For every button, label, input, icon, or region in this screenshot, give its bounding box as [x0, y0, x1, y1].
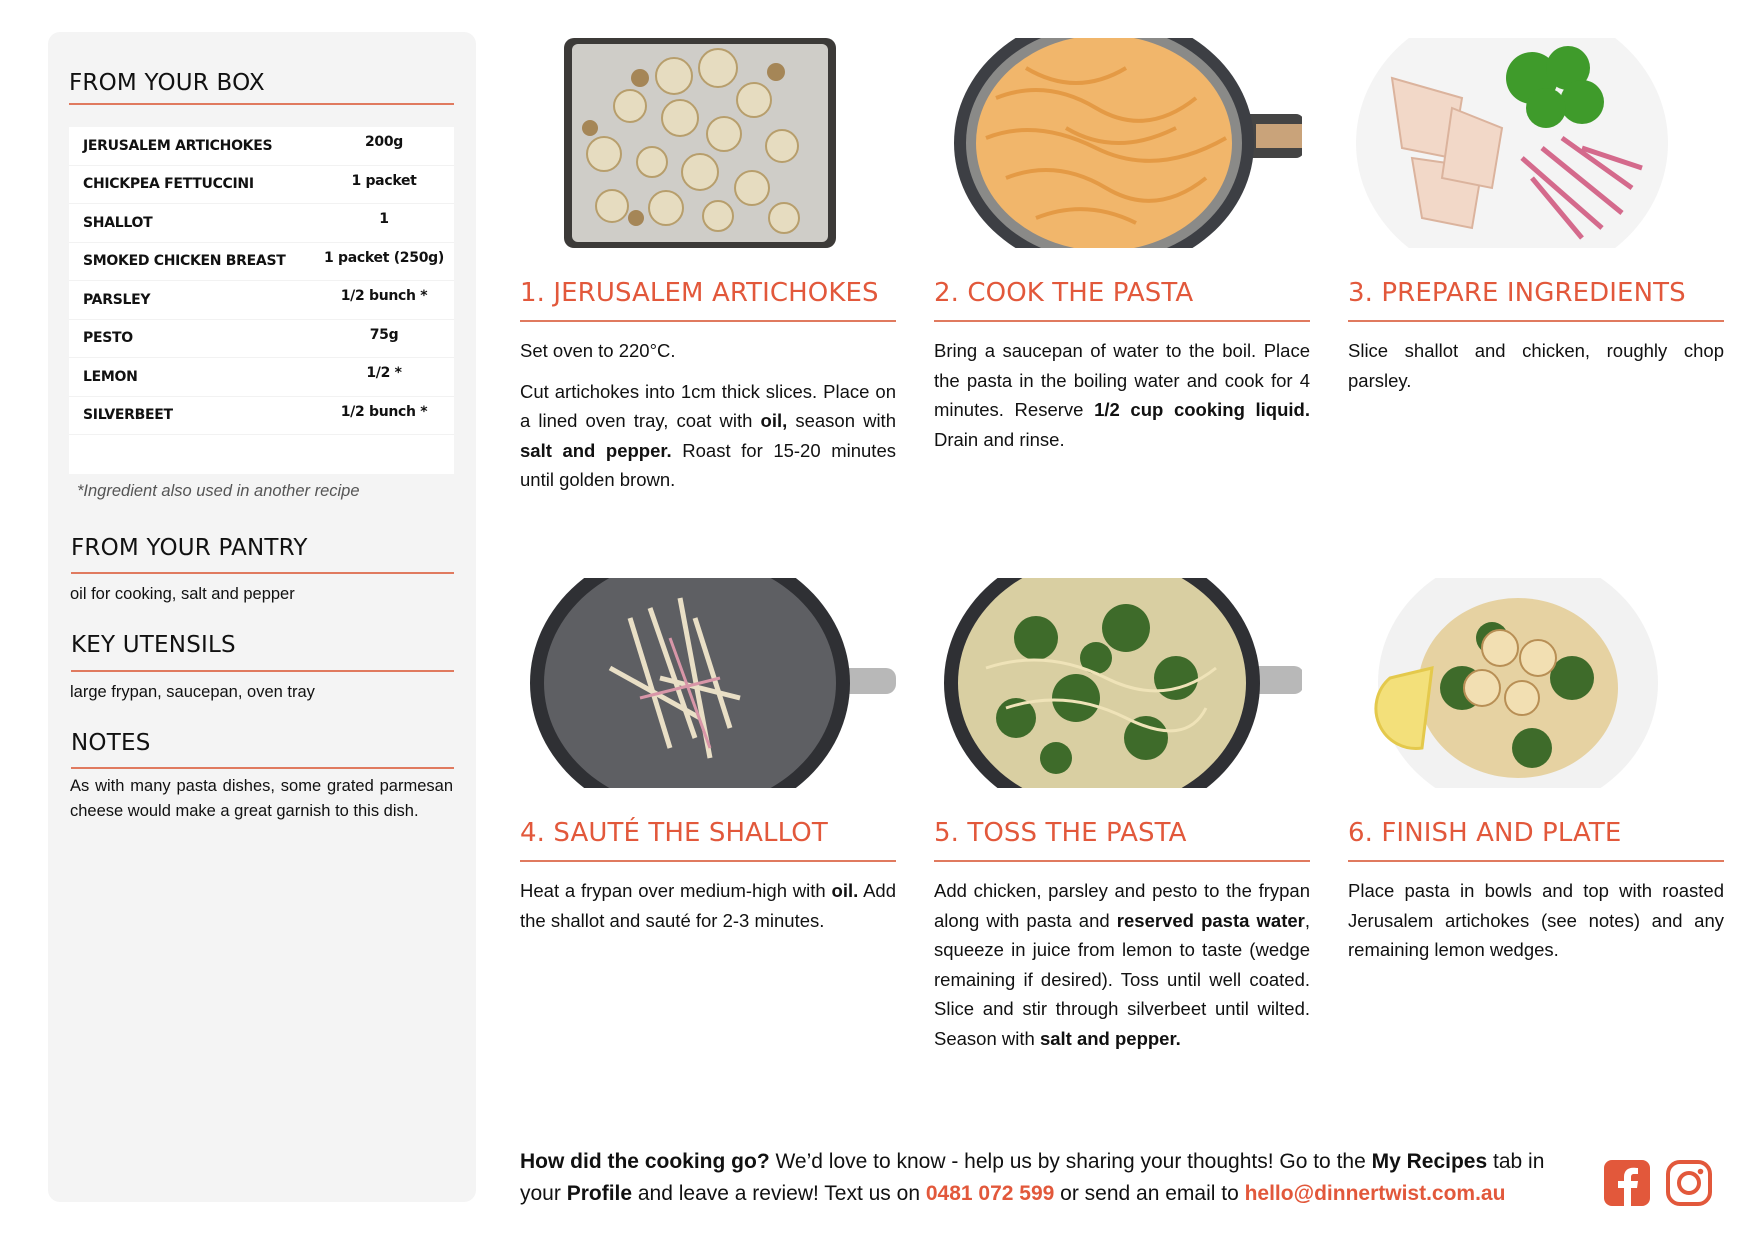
divider	[71, 670, 454, 672]
table-row	[69, 243, 454, 282]
phone-link[interactable]: 0481 072 599	[925, 1181, 1055, 1205]
shallot-frypan-image	[520, 578, 896, 788]
notes-text: As with many pasta dishes, some grated parmesan cheese would make a great garnish to this dish.	[70, 777, 453, 820]
table-row	[69, 127, 454, 166]
plated-dish-image	[1332, 578, 1708, 788]
ingredient-name: SHALLOT	[83, 214, 153, 231]
divider	[1348, 320, 1724, 322]
ingredient-name: LEMON	[83, 368, 138, 385]
tossed-pasta-image	[926, 578, 1302, 788]
pantry-text: oil for cooking, salt and pepper	[70, 585, 295, 603]
ingredient-qty: 1/2 bunch *	[340, 288, 428, 305]
step-3-text: Slice shallot and chicken, roughly chop parsley.	[1348, 340, 1724, 391]
artichoke-tray-image	[520, 38, 896, 248]
ingredient-qty: 1 packet (250g)	[324, 249, 444, 266]
step-1-text	[520, 336, 896, 506]
step-4-title: 4. SAUTÉ THE SHALLOT	[520, 818, 828, 848]
facebook-icon[interactable]	[1604, 1160, 1650, 1206]
divider	[934, 320, 1310, 322]
ingredient-name: PESTO	[83, 330, 133, 347]
utensils-text: large frypan, saucepan, oven tray	[70, 683, 315, 701]
table-row	[69, 397, 454, 436]
ingredients-sidebar	[48, 32, 476, 1202]
ingredient-name: CHICKPEA FETTUCCINI	[83, 176, 254, 193]
ingredient-name: SILVERBEET	[83, 407, 173, 424]
step-2-text: Bring a saucepan of water to the boil. Place the pasta in the boiling water and cook for 4 minutes. Reserve 1/2 cup cooking liquid. Drain and rinse.	[934, 340, 1310, 450]
step-3-title: 3. PREPARE INGREDIENTS	[1348, 278, 1686, 308]
pantry-title: FROM YOUR PANTRY	[71, 535, 308, 561]
email-link[interactable]: hello@dinnertwist.com.au	[1244, 1181, 1506, 1205]
ingredient-note: *Ingredient also used in another recipe	[77, 482, 360, 500]
divider	[1348, 860, 1724, 862]
divider	[934, 860, 1310, 862]
notes-title: NOTES	[71, 730, 151, 756]
step-6-title: 6. FINISH AND PLATE	[1348, 818, 1622, 848]
step-2-title: 2. COOK THE PASTA	[934, 278, 1194, 308]
ingredient-name: PARSLEY	[83, 291, 151, 308]
ingredient-qty: 1/2 *	[366, 365, 402, 382]
divider	[71, 572, 454, 574]
box-title: FROM YOUR BOX	[69, 70, 265, 96]
feedback-footer: How did the cooking go? We’d love to know - help us by sharing your thoughts! Go to the My Recipes tab in your Profile and leave a review! Text us on 0481 072 599 or send an email to hello@dinnertwist.com.au	[520, 1150, 1545, 1205]
ingredient-qty: 1 packet	[351, 172, 417, 189]
ingredient-qty: 1	[379, 211, 389, 228]
step-5-text: Add chicken, parsley and pesto to the frypan along with pasta and reserved pasta water, squeeze in juice from lemon to taste (wedge remaining if desired). Toss until well coated. Slice and stir through silverbeet until wilted. Season with salt and pepper.	[934, 880, 1310, 1049]
prepared-ingredients-image	[1332, 38, 1708, 248]
instagram-icon[interactable]	[1666, 1160, 1712, 1206]
step-6-text: Place pasta in bowls and top with roasted Jerusalem artichokes (see notes) and any remaining lemon wedges.	[1348, 880, 1724, 960]
my-recipes-link[interactable]: My Recipes	[1371, 1150, 1488, 1173]
ingredient-qty: 75g	[369, 326, 399, 343]
ingredient-table	[69, 127, 454, 474]
profile-link[interactable]: Profile	[566, 1181, 633, 1205]
step-1-line: Cut artichokes into 1cm thick slices. Place on a lined oven tray, coat with oil, season with salt and pepper. Roast for 15-20 minutes until golden brown.	[520, 380, 896, 490]
table-row	[69, 204, 454, 243]
ingredient-qty: 200g	[364, 134, 404, 151]
ingredient-name: SMOKED CHICKEN BREAST	[83, 253, 286, 270]
step-1-line: Set oven to 220°C.	[520, 340, 676, 361]
ingredient-qty: 1/2 bunch *	[340, 403, 428, 420]
pasta-colander-image	[926, 38, 1302, 248]
table-row	[69, 281, 454, 320]
utensils-title: KEY UTENSILS	[71, 632, 236, 658]
divider	[71, 767, 454, 769]
table-row	[69, 320, 454, 359]
step-1-title: 1. JERUSALEM ARTICHOKES	[520, 278, 879, 308]
step-4-text: Heat a frypan over medium-high with oil. Add the shallot and sauté for 2-3 minutes.	[520, 880, 896, 931]
table-row	[69, 358, 454, 397]
ingredient-name: JERUSALEM ARTICHOKES	[83, 137, 273, 154]
divider	[520, 860, 896, 862]
table-row	[69, 166, 454, 205]
divider	[520, 320, 896, 322]
step-5-title: 5. TOSS THE PASTA	[934, 818, 1187, 848]
divider	[69, 103, 454, 105]
